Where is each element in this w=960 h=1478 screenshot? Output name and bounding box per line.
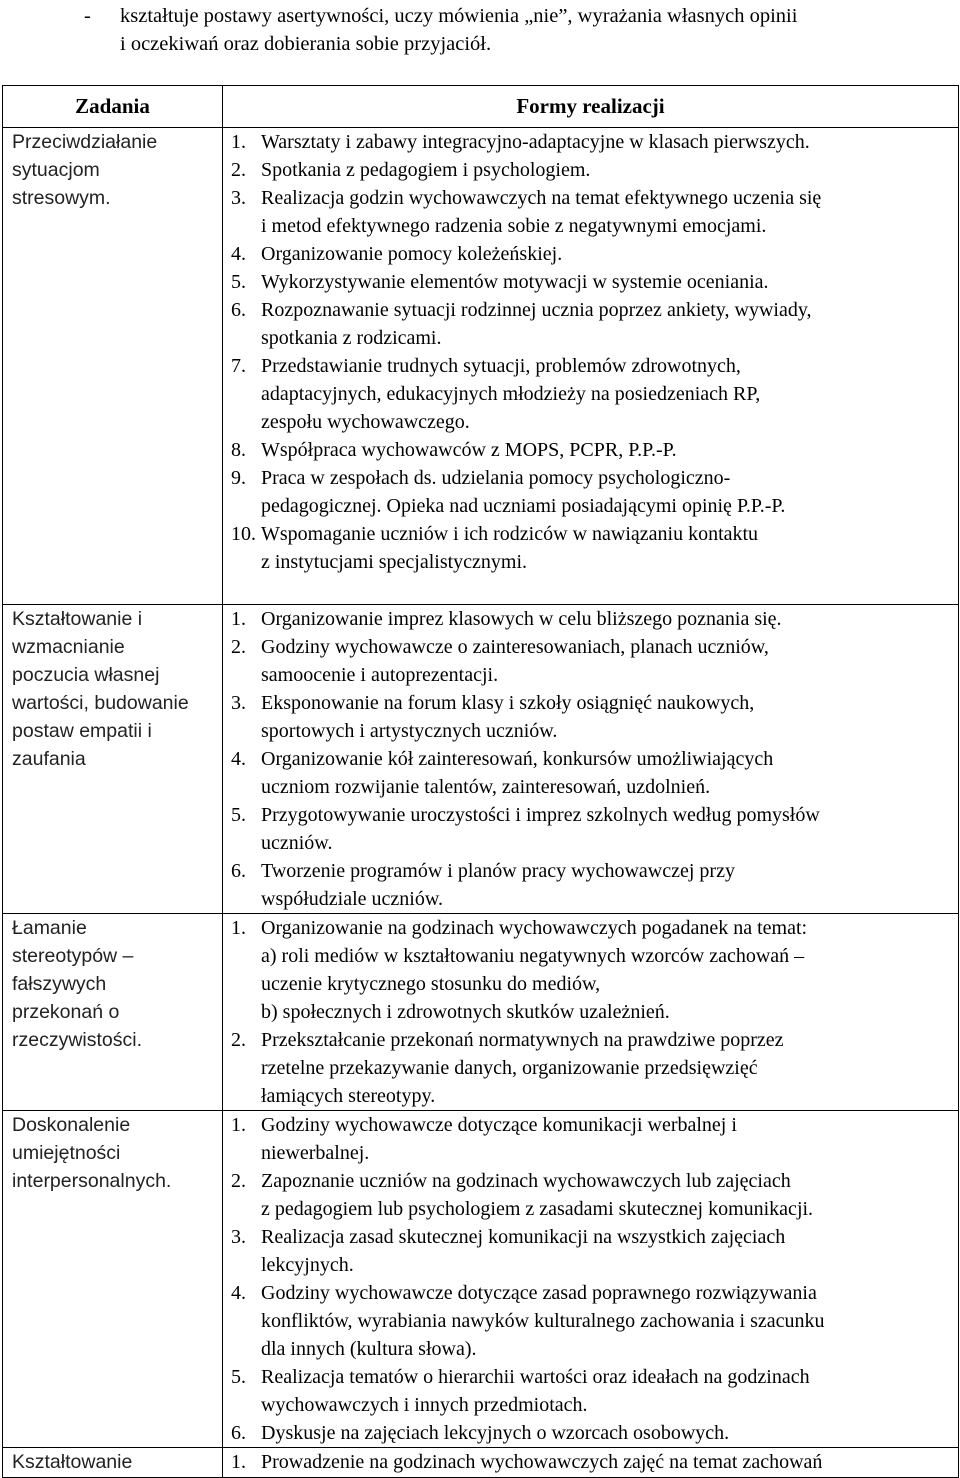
form-item xyxy=(231,128,958,156)
item-line: Organizowanie imprez klasowych w celu bliższego poznania się. xyxy=(261,608,782,630)
item-number: 4. xyxy=(231,243,246,265)
item-line: samoocenie i autoprezentacji. xyxy=(261,664,499,686)
item-number: 3. xyxy=(231,692,246,714)
item-line: Współpraca wychowawców z MOPS, PCPR, P.P.-P. xyxy=(261,439,677,461)
item-line: Realizacja zasad skutecznej komunikacji na wszystkich zajęciach xyxy=(261,1226,786,1248)
form-item xyxy=(231,464,958,520)
item-line: b) społecznych i zdrowotnych skutków uzależnień. xyxy=(261,1001,670,1023)
forms-cell xyxy=(223,128,959,605)
item-line: lekcyjnych. xyxy=(261,1254,354,1276)
form-item xyxy=(231,240,958,268)
task-line: wzmacnianie xyxy=(12,636,125,658)
table-row xyxy=(3,605,959,914)
form-item xyxy=(231,520,958,576)
item-line: a) roli mediów w kształtowaniu negatywnych wzorców zachowań – xyxy=(261,945,805,967)
form-item xyxy=(231,914,958,1026)
item-line: Wykorzystywanie elementów motywacji w systemie oceniania. xyxy=(261,271,769,293)
item-number: 2. xyxy=(231,636,246,658)
item-number: 3. xyxy=(231,187,246,209)
form-item xyxy=(231,857,958,913)
item-number: 2. xyxy=(231,1029,246,1051)
item-line: Godziny wychowawcze dotyczące komunikacji werbalnej i xyxy=(261,1114,737,1136)
item-line: Realizacja tematów o hierarchii wartości oraz ideałach na godzinach xyxy=(261,1366,810,1388)
task-line: Kształtowanie i xyxy=(12,608,143,630)
item-number: 5. xyxy=(231,804,246,826)
form-item xyxy=(231,436,958,464)
task-line: rzeczywistości. xyxy=(12,1029,143,1051)
item-number: 4. xyxy=(231,1282,246,1304)
item-line: z pedagogiem lub psychologiem z zasadami skutecznej komunikacji. xyxy=(261,1198,814,1220)
task-line: Łamanie xyxy=(12,917,87,939)
item-line: Godziny wychowawcze o zainteresowaniach, planach uczniów, xyxy=(261,636,769,658)
item-line: Warsztaty i zabawy integracyjno-adaptacyjne w klasach pierwszych. xyxy=(261,131,810,153)
item-number: 1. xyxy=(231,1114,246,1136)
intro-dash: - xyxy=(84,5,91,27)
item-number: 6. xyxy=(231,1422,246,1444)
form-item xyxy=(231,1279,958,1363)
item-line: dla innych (kultura słowa). xyxy=(261,1338,477,1360)
form-item xyxy=(231,156,958,184)
item-line: Tworzenie programów i planów pracy wychowawczej przy xyxy=(261,860,735,882)
item-line: spotkania z rodzicami. xyxy=(261,327,442,349)
item-number: 1. xyxy=(231,1451,246,1473)
item-line: zespołu wychowawczego. xyxy=(261,411,470,433)
item-line: pedagogicznej. Opieka nad uczniami posiadającymi opinię P.P.-P. xyxy=(261,495,786,517)
table-row xyxy=(3,1448,959,1478)
task-cell xyxy=(3,605,223,914)
item-number: 7. xyxy=(231,355,246,377)
forms-cell xyxy=(223,1448,959,1478)
item-number: 6. xyxy=(231,299,246,321)
task-cell xyxy=(3,914,223,1111)
item-line: uczniom rozwijanie talentów, zainteresowań, uzdolnień. xyxy=(261,776,711,798)
item-number: 6. xyxy=(231,860,246,882)
item-number: 1. xyxy=(231,131,246,153)
item-line: Organizowanie pomocy koleżeńskiej. xyxy=(261,243,563,265)
form-item xyxy=(231,1448,958,1476)
header-tasks: Zadania xyxy=(3,86,223,128)
table-row xyxy=(3,914,959,1111)
task-line: poczucia własnej xyxy=(12,664,160,686)
item-number: 3. xyxy=(231,1226,246,1248)
item-line: sportowych i artystycznych uczniów. xyxy=(261,720,558,742)
task-line: wartości, budowanie xyxy=(12,692,189,714)
task-line: interpersonalnych. xyxy=(12,1170,172,1192)
item-line: Eksponowanie na forum klasy i szkoły osiągnięć naukowych, xyxy=(261,692,755,714)
item-line: współudziale uczniów. xyxy=(261,888,443,910)
item-number: 1. xyxy=(231,917,246,939)
form-item xyxy=(231,1223,958,1279)
form-item xyxy=(231,1111,958,1167)
task-line: Przeciwdziałanie xyxy=(12,131,158,153)
task-line: sytuacjom xyxy=(12,159,100,181)
item-line: Dyskusje na zajęciach lekcyjnych o wzorcach osobowych. xyxy=(261,1422,730,1444)
intro-line-2: i oczekiwań oraz dobierania sobie przyjaciół. xyxy=(120,33,492,55)
item-line: Wspomaganie uczniów i ich rodziców w nawiązaniu kontaktu xyxy=(261,523,759,545)
tasks-table xyxy=(2,85,959,1478)
item-line: Praca w zespołach ds. udzielania pomocy psychologiczno- xyxy=(261,467,731,489)
forms-cell xyxy=(223,914,959,1111)
form-item xyxy=(231,633,958,689)
item-line: rzetelne przekazywanie danych, organizowanie przedsięwzięć xyxy=(261,1057,758,1079)
form-item xyxy=(231,296,958,352)
forms-cell xyxy=(223,1111,959,1448)
item-number: 5. xyxy=(231,271,246,293)
item-number: 8. xyxy=(231,439,246,461)
table-row xyxy=(3,1111,959,1448)
form-item xyxy=(231,605,958,633)
item-line: i metod efektywnego radzenia sobie z negatywnymi emocjami. xyxy=(261,215,767,237)
form-item xyxy=(231,184,958,240)
item-number: 2. xyxy=(231,1170,246,1192)
item-line: uczenie krytycznego stosunku do mediów, xyxy=(261,973,601,995)
task-cell xyxy=(3,128,223,605)
forms-cell xyxy=(223,605,959,914)
task-cell xyxy=(3,1448,223,1478)
task-line: stereotypów – xyxy=(12,945,134,967)
item-line: wychowawczych i innych przedmiotach. xyxy=(261,1394,588,1416)
task-line: postaw empatii i xyxy=(12,720,152,742)
form-item xyxy=(231,1363,958,1419)
item-line: Zapoznanie uczniów na godzinach wychowawczych lub zajęciach xyxy=(261,1170,791,1192)
item-line: Przekształcanie przekonań normatywnych na prawdziwe poprzez xyxy=(261,1029,784,1051)
task-line: stresowym. xyxy=(12,187,111,209)
task-line: umiejętności xyxy=(12,1142,121,1164)
item-line: niewerbalnej. xyxy=(261,1142,370,1164)
item-number: 4. xyxy=(231,748,246,770)
table-header-row xyxy=(3,86,959,128)
table-row xyxy=(3,128,959,605)
item-line: Przedstawianie trudnych sytuacji, problemów zdrowotnych, xyxy=(261,355,741,377)
item-line: Przygotowywanie uroczystości i imprez szkolnych według pomysłów xyxy=(261,804,820,826)
item-line: Organizowanie kół zainteresowań, konkursów umożliwiających xyxy=(261,748,774,770)
item-number: 5. xyxy=(231,1366,246,1388)
item-line: łamiących stereotypy. xyxy=(261,1085,436,1107)
form-item xyxy=(231,745,958,801)
intro-line-1: kształtuje postawy asertywności, uczy mówienia „nie”, wyrażania własnych opinii xyxy=(120,5,798,27)
item-number: 1. xyxy=(231,608,246,630)
item-number: 2. xyxy=(231,159,246,181)
item-line: Spotkania z pedagogiem i psychologiem. xyxy=(261,159,591,181)
item-line: Organizowanie na godzinach wychowawczych pogadanek na temat: xyxy=(261,917,808,939)
form-item xyxy=(231,268,958,296)
form-item xyxy=(231,352,958,436)
header-forms: Formy realizacji xyxy=(223,86,959,128)
item-line: Godziny wychowawcze dotyczące zasad poprawnego rozwiązywania xyxy=(261,1282,817,1304)
form-item xyxy=(231,1419,958,1447)
task-cell xyxy=(3,1111,223,1448)
item-line: konfliktów, wyrabiania nawyków kulturalnego zachowania i szacunku xyxy=(261,1310,825,1332)
task-line: fałszywych xyxy=(12,973,107,995)
task-line: zaufania xyxy=(12,748,86,770)
item-number: 10. xyxy=(231,523,256,545)
item-line: Prowadzenie na godzinach wychowawczych zajęć na temat zachowań xyxy=(261,1451,823,1473)
task-line: Doskonalenie xyxy=(12,1114,131,1136)
item-line: z instytucjami specjalistycznymi. xyxy=(261,551,528,573)
task-line: Kształtowanie xyxy=(12,1451,133,1473)
item-number: 9. xyxy=(231,467,246,489)
item-line: uczniów. xyxy=(261,832,333,854)
form-item xyxy=(231,689,958,745)
form-item xyxy=(231,1167,958,1223)
form-item xyxy=(231,801,958,857)
form-item xyxy=(231,1026,958,1110)
item-line: Realizacja godzin wychowawczych na temat efektywnego uczenia się xyxy=(261,187,822,209)
item-line: Rozpoznawanie sytuacji rodzinnej ucznia poprzez ankiety, wywiady, xyxy=(261,299,812,321)
task-line: przekonań o xyxy=(12,1001,120,1023)
item-line: adaptacyjnych, edukacyjnych młodzieży na posiedzeniach RP, xyxy=(261,383,761,405)
intro-paragraph xyxy=(0,0,960,84)
